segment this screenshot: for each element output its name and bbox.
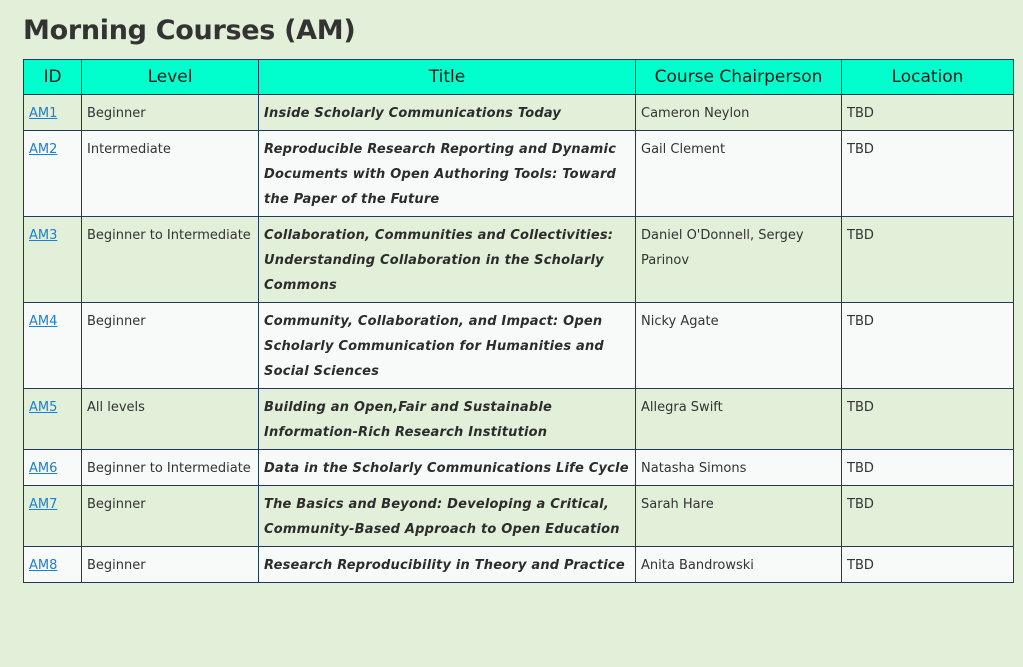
chairperson-cell: Cameron Neylon [636,95,842,131]
table-row [24,486,1014,547]
table-row [24,547,1014,583]
chairperson-cell: Gail Clement [636,131,842,217]
table-row [24,217,1014,303]
title-cell: Inside Scholarly Communications Today [259,95,636,131]
course-id-cell [24,547,82,583]
location-cell: TBD [842,486,1014,547]
course-link-am1[interactable]: AM1 [29,106,58,121]
page-title: Morning Courses (AM) [23,15,356,46]
table-row [24,389,1014,450]
location-cell: TBD [842,95,1014,131]
level-cell: Beginner [82,486,259,547]
courses-table [23,59,1014,583]
title-cell: Collaboration, Communities and Collectivities: Understanding Collaboration in the Scholarly Commons [259,217,636,303]
level-cell: Beginner to Intermediate [82,450,259,486]
location-cell: TBD [842,389,1014,450]
chairperson-cell: Nicky Agate [636,303,842,389]
location-cell: TBD [842,303,1014,389]
level-cell: Beginner [82,303,259,389]
level-cell: All levels [82,389,259,450]
location-cell: TBD [842,450,1014,486]
course-link-am7[interactable]: AM7 [29,497,58,512]
table-row [24,95,1014,131]
location-cell: TBD [842,547,1014,583]
column-header-level: Level [82,60,259,95]
course-link-am6[interactable]: AM6 [29,461,58,476]
column-header-id: ID [24,60,82,95]
title-cell: Research Reproducibility in Theory and Practice [259,547,636,583]
chairperson-cell: Sarah Hare [636,486,842,547]
chairperson-cell: Natasha Simons [636,450,842,486]
course-id-cell [24,303,82,389]
course-link-am8[interactable]: AM8 [29,558,58,573]
course-id-cell [24,131,82,217]
course-id-cell [24,95,82,131]
location-cell: TBD [842,217,1014,303]
table-row [24,131,1014,217]
title-cell: Community, Collaboration, and Impact: Open Scholarly Communication for Humanities and Social Sciences [259,303,636,389]
table-row [24,303,1014,389]
table-row [24,450,1014,486]
course-id-cell [24,486,82,547]
course-id-cell [24,450,82,486]
level-cell: Beginner [82,95,259,131]
level-cell: Beginner [82,547,259,583]
chairperson-cell: Daniel O'Donnell, Sergey Parinov [636,217,842,303]
title-cell: Reproducible Research Reporting and Dynamic Documents with Open Authoring Tools: Toward the Paper of the Future [259,131,636,217]
title-cell: Data in the Scholarly Communications Life Cycle [259,450,636,486]
level-cell: Beginner to Intermediate [82,217,259,303]
column-header-chairperson: Course Chairperson [636,60,842,95]
title-cell: Building an Open,Fair and Sustainable Information-Rich Research Institution [259,389,636,450]
title-cell: The Basics and Beyond: Developing a Critical, Community-Based Approach to Open Education [259,486,636,547]
course-id-cell [24,217,82,303]
column-header-location: Location [842,60,1014,95]
table-header-row [24,60,1014,95]
course-id-cell [24,389,82,450]
course-link-am3[interactable]: AM3 [29,228,58,243]
level-cell: Intermediate [82,131,259,217]
column-header-title: Title [259,60,636,95]
course-link-am4[interactable]: AM4 [29,314,58,329]
chairperson-cell: Anita Bandrowski [636,547,842,583]
location-cell: TBD [842,131,1014,217]
course-link-am2[interactable]: AM2 [29,142,58,157]
chairperson-cell: Allegra Swift [636,389,842,450]
course-link-am5[interactable]: AM5 [29,400,58,415]
